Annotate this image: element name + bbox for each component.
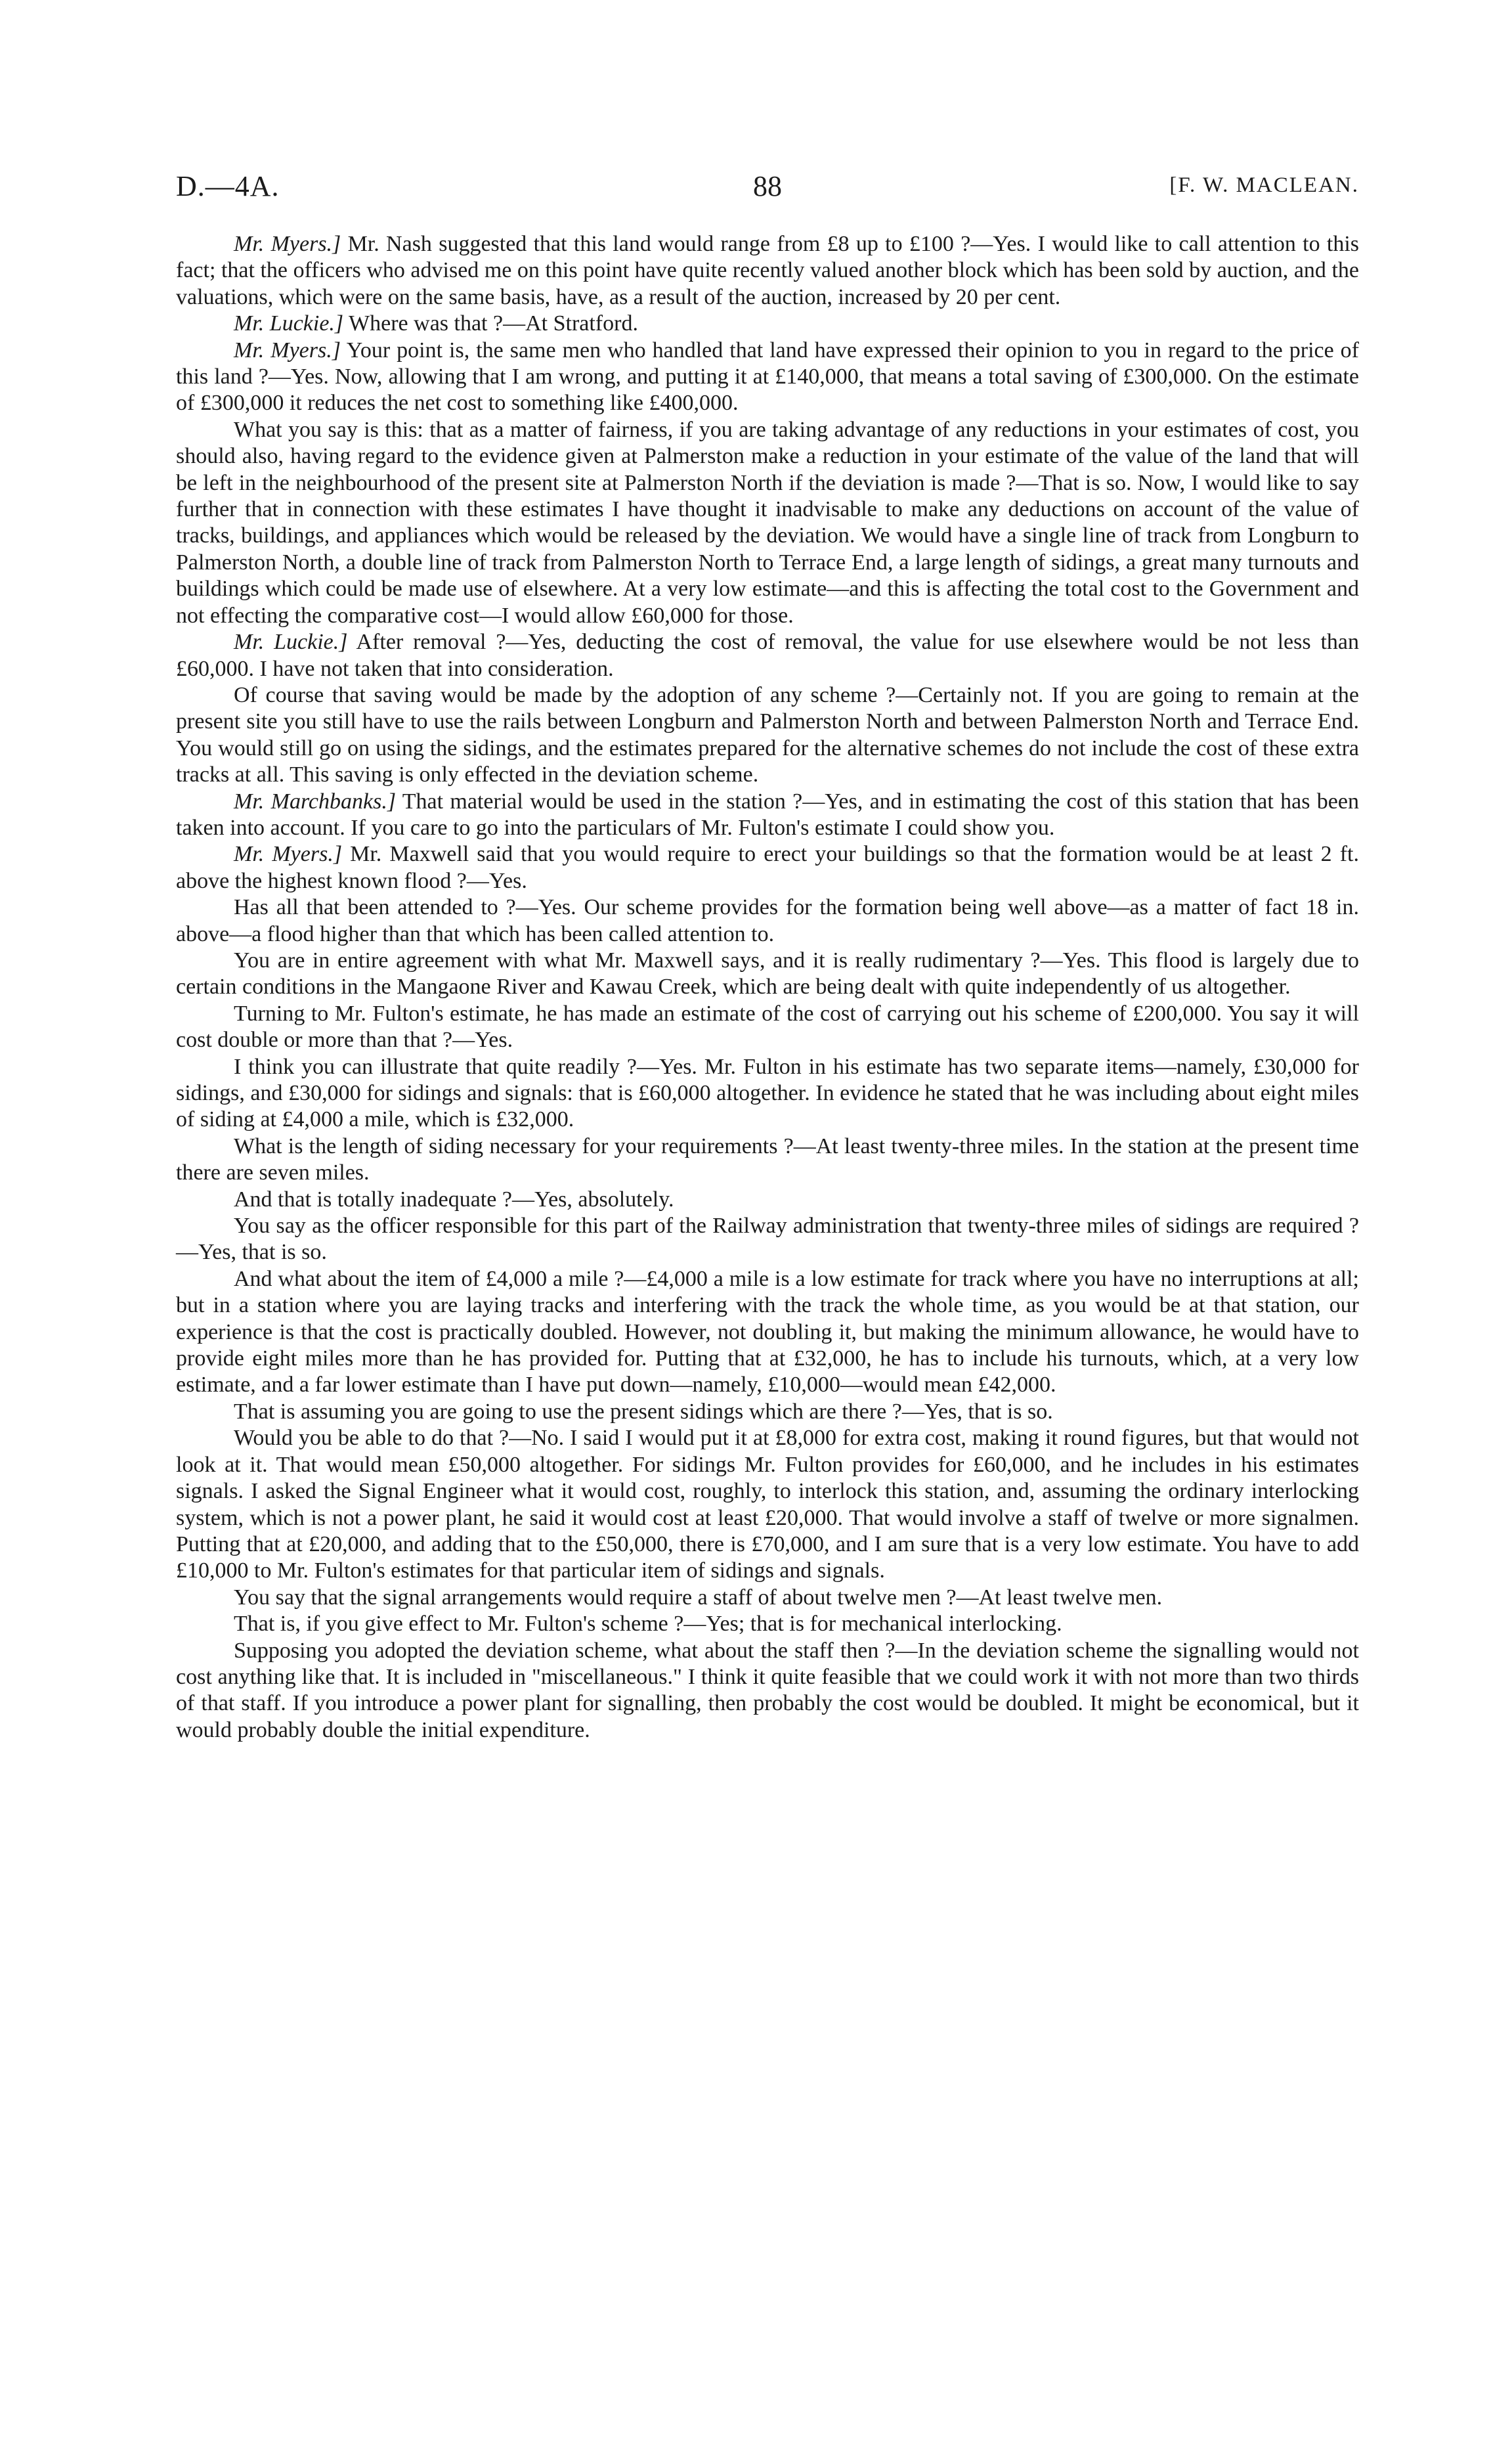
paragraph [176,1054,1359,1133]
paragraph-text: Turning to Mr. Fulton's estimate, he has made an estimate of the cost of carrying out his scheme of £200,000. You say it will cost double or more than that ?—Yes. [176,1001,1359,1053]
paragraph-text: Has all that been attended to ?—Yes. Our scheme provides for the formation being well above—as a matter of fact 18 in. above—a flood higher than that which has been called attention to. [176,895,1359,946]
paragraph-text: You are in entire agreement with what Mr. Maxwell says, and it is really rudimentary ?—Yes. This flood is largely due to certain conditions in the Mangaone River and Kawau Creek, which are being dealt with quite independently of us altogether. [176,948,1359,1000]
paragraph [176,231,1359,311]
page-header [176,169,1359,209]
paragraph [176,948,1359,1001]
paragraph-text: Would you be able to do that ?—No. I said I would put it at £8,000 for extra cost, making it round figures, but that would not look at it. That would mean £50,000 altogether. For sidings Mr. Fulton provides for £60,000, and he includes in his estimates signals. I asked the Signal Engineer what it would cost, roughly, to interlock this station, and, assuming the ordinary interlocking system, which is not a power plant, he said it would cost at least £20,000. That would involve a staff of twelve or more signalmen. Putting that at £20,000, and adding that to the £50,000, there is £70,000, and I am sure that is a very low estimate. You have to add £10,000 to Mr. Fulton's estimates for that particular item of sidings and signals. [176,1426,1359,1583]
speaker: Mr. Luckie.] [234,311,344,336]
speaker: Mr. Myers.] [234,842,343,867]
paragraph [176,417,1359,629]
paragraph-text: Of course that saving would be made by the adoption of any scheme ?—Certainly not. If you are going to remain at the present site you still have to use the rails between Longburn and Palmerston North and between Palmerston North and Terrace End. You would still go on using the sidings, and the estimates prepared for the alternative schemes do not include the cost of these extra tracks at all. This saving is only effected in the deviation scheme. [176,682,1359,787]
speaker: Mr. Luckie.] [234,630,348,655]
paragraph-text: Supposing you adopted the deviation scheme, what about the staff then ?—In the deviation scheme the signalling would not cost anything like that. It is included in "miscellaneous." I think it quite feasible that we could work it with not more than two thirds of that staff. If you introduce a power plant for signalling, then probably the cost would be doubled. It might be economical, but it would probably double the initial expenditure. [176,1638,1359,1742]
paragraph [176,1399,1359,1425]
paragraph-text: That is assuming you are going to use the present sidings which are there ?—Yes, that is so. [234,1399,1053,1424]
paragraph-text: What is the length of siding necessary for your requirements ?—At least twenty-three miles. In the station at the present time there are seven miles. [176,1133,1359,1185]
paragraph [176,1133,1359,1187]
paragraph [176,1425,1359,1584]
paragraph [176,1213,1359,1266]
paragraph [176,789,1359,842]
paragraph [176,1611,1359,1637]
paragraph [176,1001,1359,1054]
paragraph-text: I think you can illustrate that quite readily ?—Yes. Mr. Fulton in his estimate has two separate items—namely, £30,000 for sidings, and £30,000 for sidings and signals: that is £60,000 altogether. In evidence he stated that he was including about eight miles of siding at £4,000 a mile, which is £32,000. [176,1054,1359,1132]
paragraph-text: Where was that ?—At Stratford. [343,311,638,336]
document-code: D.—4A. [176,170,280,202]
paragraph-text: After removal ?—Yes, deducting the cost of removal, the value for use elsewhere would be not less than £60,000. I have not taken that into consideration. [176,630,1359,681]
witness-name: [F. W. MACLEAN. [1169,173,1359,197]
paragraph-text: Mr. Maxwell said that you would require to erect your buildings so that the formation would be at least 2 ft. above the highest known flood ?—Yes. [176,842,1359,893]
paragraph-text: And what about the item of £4,000 a mile ?—£4,000 a mile is a low estimate for track where you have no interruptions at all; but in a station where you are laying tracks and interfering with the track the whole time, as you would be at that station, our experience is that the cost is practically doubled. However, not doubling it, but making the minimum allowance, he would have to provide eight miles more than he has provided for. Putting that at £32,000, he has to include his turnouts, which, at a very low estimate, and a far lower estimate than I have put down—namely, £10,000—would mean £42,000. [176,1266,1359,1398]
paragraph-text: That material would be used in the station ?—Yes, and in estimating the cost of this station that has been taken into account. If you care to go into the particulars of Mr. Fulton's estimate I could show you. [176,789,1359,840]
paragraph [176,629,1359,682]
speaker: Mr. Marchbanks.] [234,789,397,814]
paragraph-text: Your point is, the same men who handled that land have expressed their opinion to you in regard to the price of this land ?—Yes. Now, allowing that I am wrong, and putting it at £140,000, that means a total saving of £300,000. On the estimate of £300,000 it reduces the net cost to something like £400,000. [176,338,1359,416]
paragraph [176,311,1359,337]
paragraph [176,1638,1359,1744]
document-body [176,231,1359,1744]
paragraph-text: Mr. Nash suggested that this land would range from £8 up to £100 ?—Yes. I would like to call attention to this fact; that the officers who advised me on this point have quite recently valued another block which has been sold by auction, and the valuations, which were on the same basis, have, as a result of the auction, increased by 20 per cent. [176,232,1359,309]
page-number: 88 [753,170,782,202]
paragraph-text: What you say is this: that as a matter of fairness, if you are taking advantage of any reductions in your estimates of cost, you should also, having regard to the evidence given at Palmerston make a reduction in your estimate of the value of the land that will be left in the neighbourhood of the present site at Palmerston North if the deviation is made ?—That is so. Now, I would like to say further that in connection with these estimates I have thought it inadvisable to make any deductions on account of the value of tracks, buildings, and appliances which would be released by the deviation. We would have a single line of track from Longburn to Palmerston North, a double line of track from Palmerston North to Terrace End, a large length of sidings, a great many turnouts and buildings which could be made use of elsewhere. At a very low estimate—and this is affecting the total cost to the Government and not effecting the comparative cost—I would allow £60,000 for those. [176,417,1359,628]
paragraph-text: That is, if you give effect to Mr. Fulton's scheme ?—Yes; that is for mechanical interlocking. [234,1612,1062,1637]
paragraph [176,1585,1359,1611]
speaker: Mr. Myers.] [234,232,341,256]
paragraph [176,1187,1359,1213]
paragraph [176,1266,1359,1399]
paragraph-text: You say that the signal arrangements would require a staff of about twelve men ?—At least twelve men. [234,1585,1163,1610]
speaker: Mr. Myers.] [234,338,341,363]
paragraph-text: You say as the officer responsible for this part of the Railway administration that twenty-three miles of sidings are required ?—Yes, that is so. [176,1214,1359,1265]
paragraph [176,338,1359,417]
paragraph [176,841,1359,894]
paragraph [176,894,1359,948]
paragraph [176,682,1359,789]
paragraph-text: And that is totally inadequate ?—Yes, absolutely. [234,1187,674,1212]
